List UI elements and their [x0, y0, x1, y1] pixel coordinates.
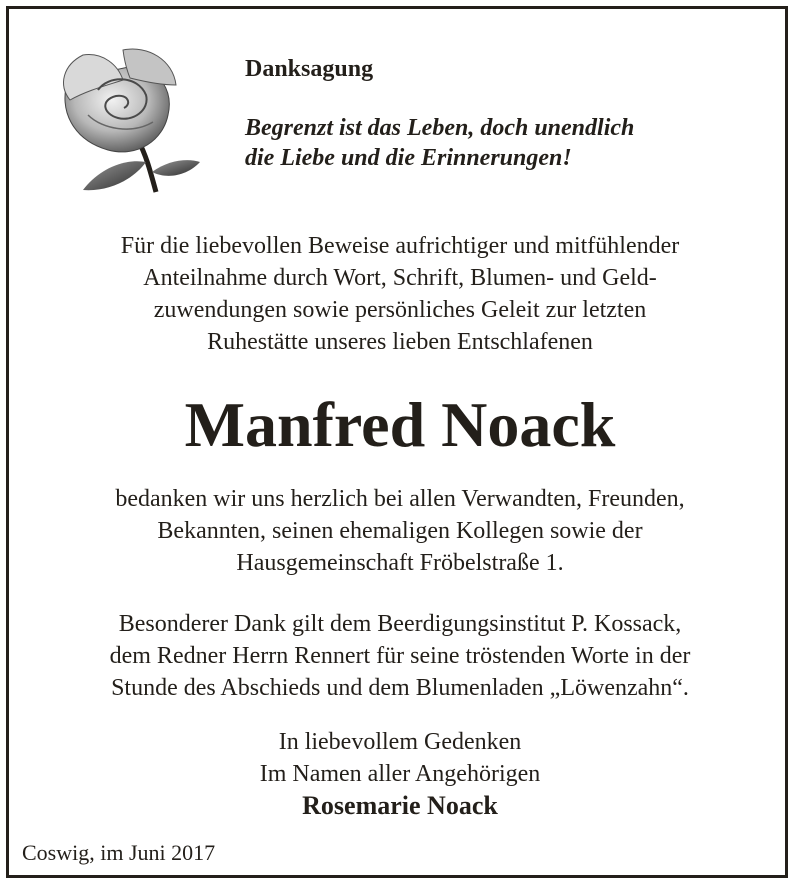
motto: [245, 113, 634, 173]
closing-line: Im Namen aller Angehörigen: [259, 761, 541, 787]
deceased-name: Manfred Noack: [184, 389, 616, 460]
closing-text: [0, 726, 800, 790]
thanks-line: bedanken wir uns herzlich bei allen Verwandten, Freunden,: [115, 486, 685, 512]
intro-line: Ruhestätte unseres lieben Entschlafenen: [207, 329, 593, 355]
motto-line: Begrenzt ist das Leben, doch unendlich: [245, 115, 635, 141]
special-thanks-line: Besonderer Dank gilt dem Beerdigungsinstitut P. Kossack,: [118, 611, 682, 637]
intro-line: Anteilnahme durch Wort, Schrift, Blumen- und Geld-: [143, 265, 657, 291]
thanks-text: [0, 483, 800, 579]
intro-line: Für die liebevollen Beweise aufrichtiger und mitfühlender: [120, 233, 680, 259]
heading: Danksagung: [245, 56, 374, 82]
intro-text: [0, 230, 800, 358]
special-thanks-line: Stunde des Abschieds und dem Blumenladen „Löwenzahn“.: [111, 675, 689, 701]
thanks-line: Hausgemeinschaft Fröbelstraße 1.: [236, 550, 564, 576]
rose-icon: [28, 30, 218, 200]
place-date: Coswig, im Juni 2017: [22, 840, 216, 865]
closing-line: In liebevollem Gedenken: [278, 729, 522, 755]
thanks-line: Bekannten, seinen ehemaligen Kollegen sowie der: [157, 518, 643, 544]
intro-line: zuwendungen sowie persönliches Geleit zur letzten: [153, 297, 647, 323]
special-thanks-text: [0, 608, 800, 704]
special-thanks-line: dem Redner Herrn Rennert für seine tröstenden Worte in der: [109, 643, 691, 669]
signature: Rosemarie Noack: [302, 791, 498, 820]
motto-line: die Liebe und die Erinnerungen!: [245, 145, 572, 171]
